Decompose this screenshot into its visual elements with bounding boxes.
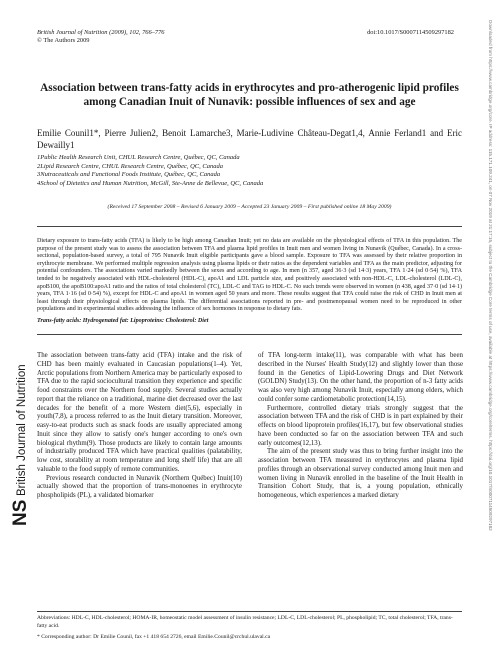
logo-text: NS [10, 499, 31, 526]
doi[interactable]: doi:10.1017/S0007114509297182 [367, 29, 454, 36]
logo-journal-name: British Journal of Nutrition [16, 364, 28, 496]
received-dates: (Received 17 September 2008 – Revised 6 January 2009 – Accepted 23 January 2009 – First published online 18 May 2009) [107, 204, 392, 210]
journal-brand-mark [4, 328, 32, 528]
copyright: © The Authors 2009 [37, 37, 90, 45]
journal-header [37, 29, 164, 46]
paragraph: Previous research conducted in Nunavik (Northern Québec) Inuit(10) actually showed that the proportion of trans-monoenes in erythrocyte phospholipids (PL), a validated biomarker [37, 474, 242, 499]
download-notice-text[interactable]: Downloaded from https://www.cambridge.org/core. IP address: 115.171.109.241, on 07 Nov 2019 at 21:17:15, subject to the Cambridge Core terms of use, available at https://www.cambridge.org/core/terms. https://doi.org/10.1017/S0007114509297182 [488, 20, 493, 531]
abbreviations-footnote: Abbreviations: HDL-C, HDL-cholesterol; HOMA-IR, homeostatic model assessment of insulin resistance; LDL-C, LDL-cholesterol; PL, phospholipid; TC, total cholesterol; TFA, trans-fatty acid. [37, 615, 453, 629]
paragraph: Furthermore, controlled dietary trials strongly suggest that the association between TFA and the risk of CHD is in part explained by their effects on blood lipoprotein profiles(16,17), but few observational studies have been conducted so far on the association between TFA and such early outcomes(12,13). [258, 404, 463, 447]
affiliation-3: 3Nutraceuticals and Functional Foods Institute, Québec, QC, Canada [37, 171, 221, 179]
author-list: Emilie Counil1*, Pierre Julien2, Benoit Lamarche3, Marie-Ludivine Château-Degat1,4, Annie Ferland1 and Eric Dewailly1 [37, 128, 462, 150]
paragraph: The association between trans-fatty acid (TFA) intake and the risk of CHD has been mainly evaluated in Caucasian populations(1–4). Yet, Arctic populations from Northern America may be particularly exposed to TFA due to the rapid sociocultural transition they experience and specific food constraints over the Northern food supply. Several studies actually report that the reliance on a traditional, marine diet decreased over the last decades for the benefit of a more Western diet(5,6), especially in youth(7,8), a process referred to as the Inuit dietary transition. Moreover, easy-to-eat products such as snack foods are usually appreciated among Inuit since they allow to satisfy one's hunger according to one's own biological rhythm(9). Those products are likely to contain large amounts of industrially produced TFA which have practical qualities (palatability, low cost, storability at room temperature and long shelf life) that are all valuable to the food supply of remote communities. [37, 352, 242, 473]
affiliation-4: 4School of Dietetics and Human Nutrition, McGill, Ste-Anne de Bellevue, QC, Canada [37, 179, 264, 187]
paragraph: of TFA long-term intake(11), was comparable with what has been described in the Nurses' Health Study(12) and slightly lower than those found in the Genetics of Lipid-Lowering Drugs and Diet Network (GOLDN) Study(13). On the other hand, the proportion of n-3 fatty acids was also very high among Nunavik Inuit, especially among elders, which could confer some cardiometabolic protection(14,15). [258, 352, 463, 403]
journal-logo [4, 328, 32, 528]
body-column-left [37, 352, 242, 501]
divider-top [37, 226, 462, 227]
article-title: Association between trans-fatty acids in erythrocytes and pro-atherogenic lipid profiles among Canadian Inuit of Nunavik: possible influences of sex and age [40, 82, 459, 108]
affiliation-2: 2Lipid Research Centre, CHUL Research Centre, Québec, QC, Canada [37, 162, 223, 170]
body-column-right [258, 352, 463, 501]
affiliation-1: 1Public Health Research Unit, CHUL Research Centre, Québec, QC, Canada [37, 154, 240, 161]
affiliations [37, 154, 462, 188]
keywords: Trans-fatty acids: Hydrogenated fat: Lipoproteins: Cholesterol: Diet [37, 318, 209, 324]
divider-keywords [37, 334, 462, 335]
journal-citation: British Journal of Nutrition (2009), 102, 766–776 [37, 29, 165, 36]
paragraph: The aim of the present study was thus to bring further insight into the association between TFA measured in erythrocytes and plasma lipid profiles through an observational survey conducted among Inuit men and women living in Nunavik enrolled in the baseline of the Inuit Health in Transition Cohort Study, that is, a young population, ethnically homogeneous, which experiences a marked dietary [258, 448, 463, 499]
corresponding-author-footnote[interactable]: * Corresponding author: Dr Emilie Counil, fax +1 418 654 2726, email Emilie.Counil@crchul.ulaval.ca [37, 634, 271, 640]
divider-footnotes [37, 611, 462, 612]
download-notice-sidebar [486, 20, 496, 640]
abstract: Dietary exposure to trans-fatty acids (TFA) is likely to be high among Canadian Inuit; yet no data are available on the physiological effects of TFA in this population. The purpose of the present study was to assess the association between TFA and plasma lipid profiles in Inuit men and women living in Nunavik (Québec, Canada). In a cross-sectional, population-based survey, a total of 795 Nunavik Inuit eligible participants gave a blood sample. Exposure to TFA was assessed by their relative proportion in erythrocyte membrane. We performed multiple regression analysis using plasma lipids or their ratios as the dependent variables and TFA as the main predictor, adjusting for potential confounders. The associations varied markedly between the sexes and according to age. In men (n 357, aged 36·3 (sd 14·3) years, TFA 1·24 (sd 0·54) %), TFA tended to be negatively associated with HDL-cholesterol (HDL-C), apoA1 and LDL particle size, and positively associated with non-HDL-C, LDL-cholesterol (LDL-C), apoB100, the apoB100:apoA1 ratio and the ratios of total cholesterol (TC), LDL-C and TAG to HDL-C. No such trends were observed in women (n 438, aged 37·0 (sd 14·1) years, TFA 1·16 (sd 0·54) %), except for HDL-C and apoA1 in women aged 50 years and more. These results suggest that TFA could raise the risk of CHD in Inuit men at least through their physiological effects on plasma lipids. The differential associations reported in pre- and postmenopausal women need to be reproduced in other populations and in experimental studies addressing the influence of sex hormones in response to dietary fats. [37, 238, 462, 313]
